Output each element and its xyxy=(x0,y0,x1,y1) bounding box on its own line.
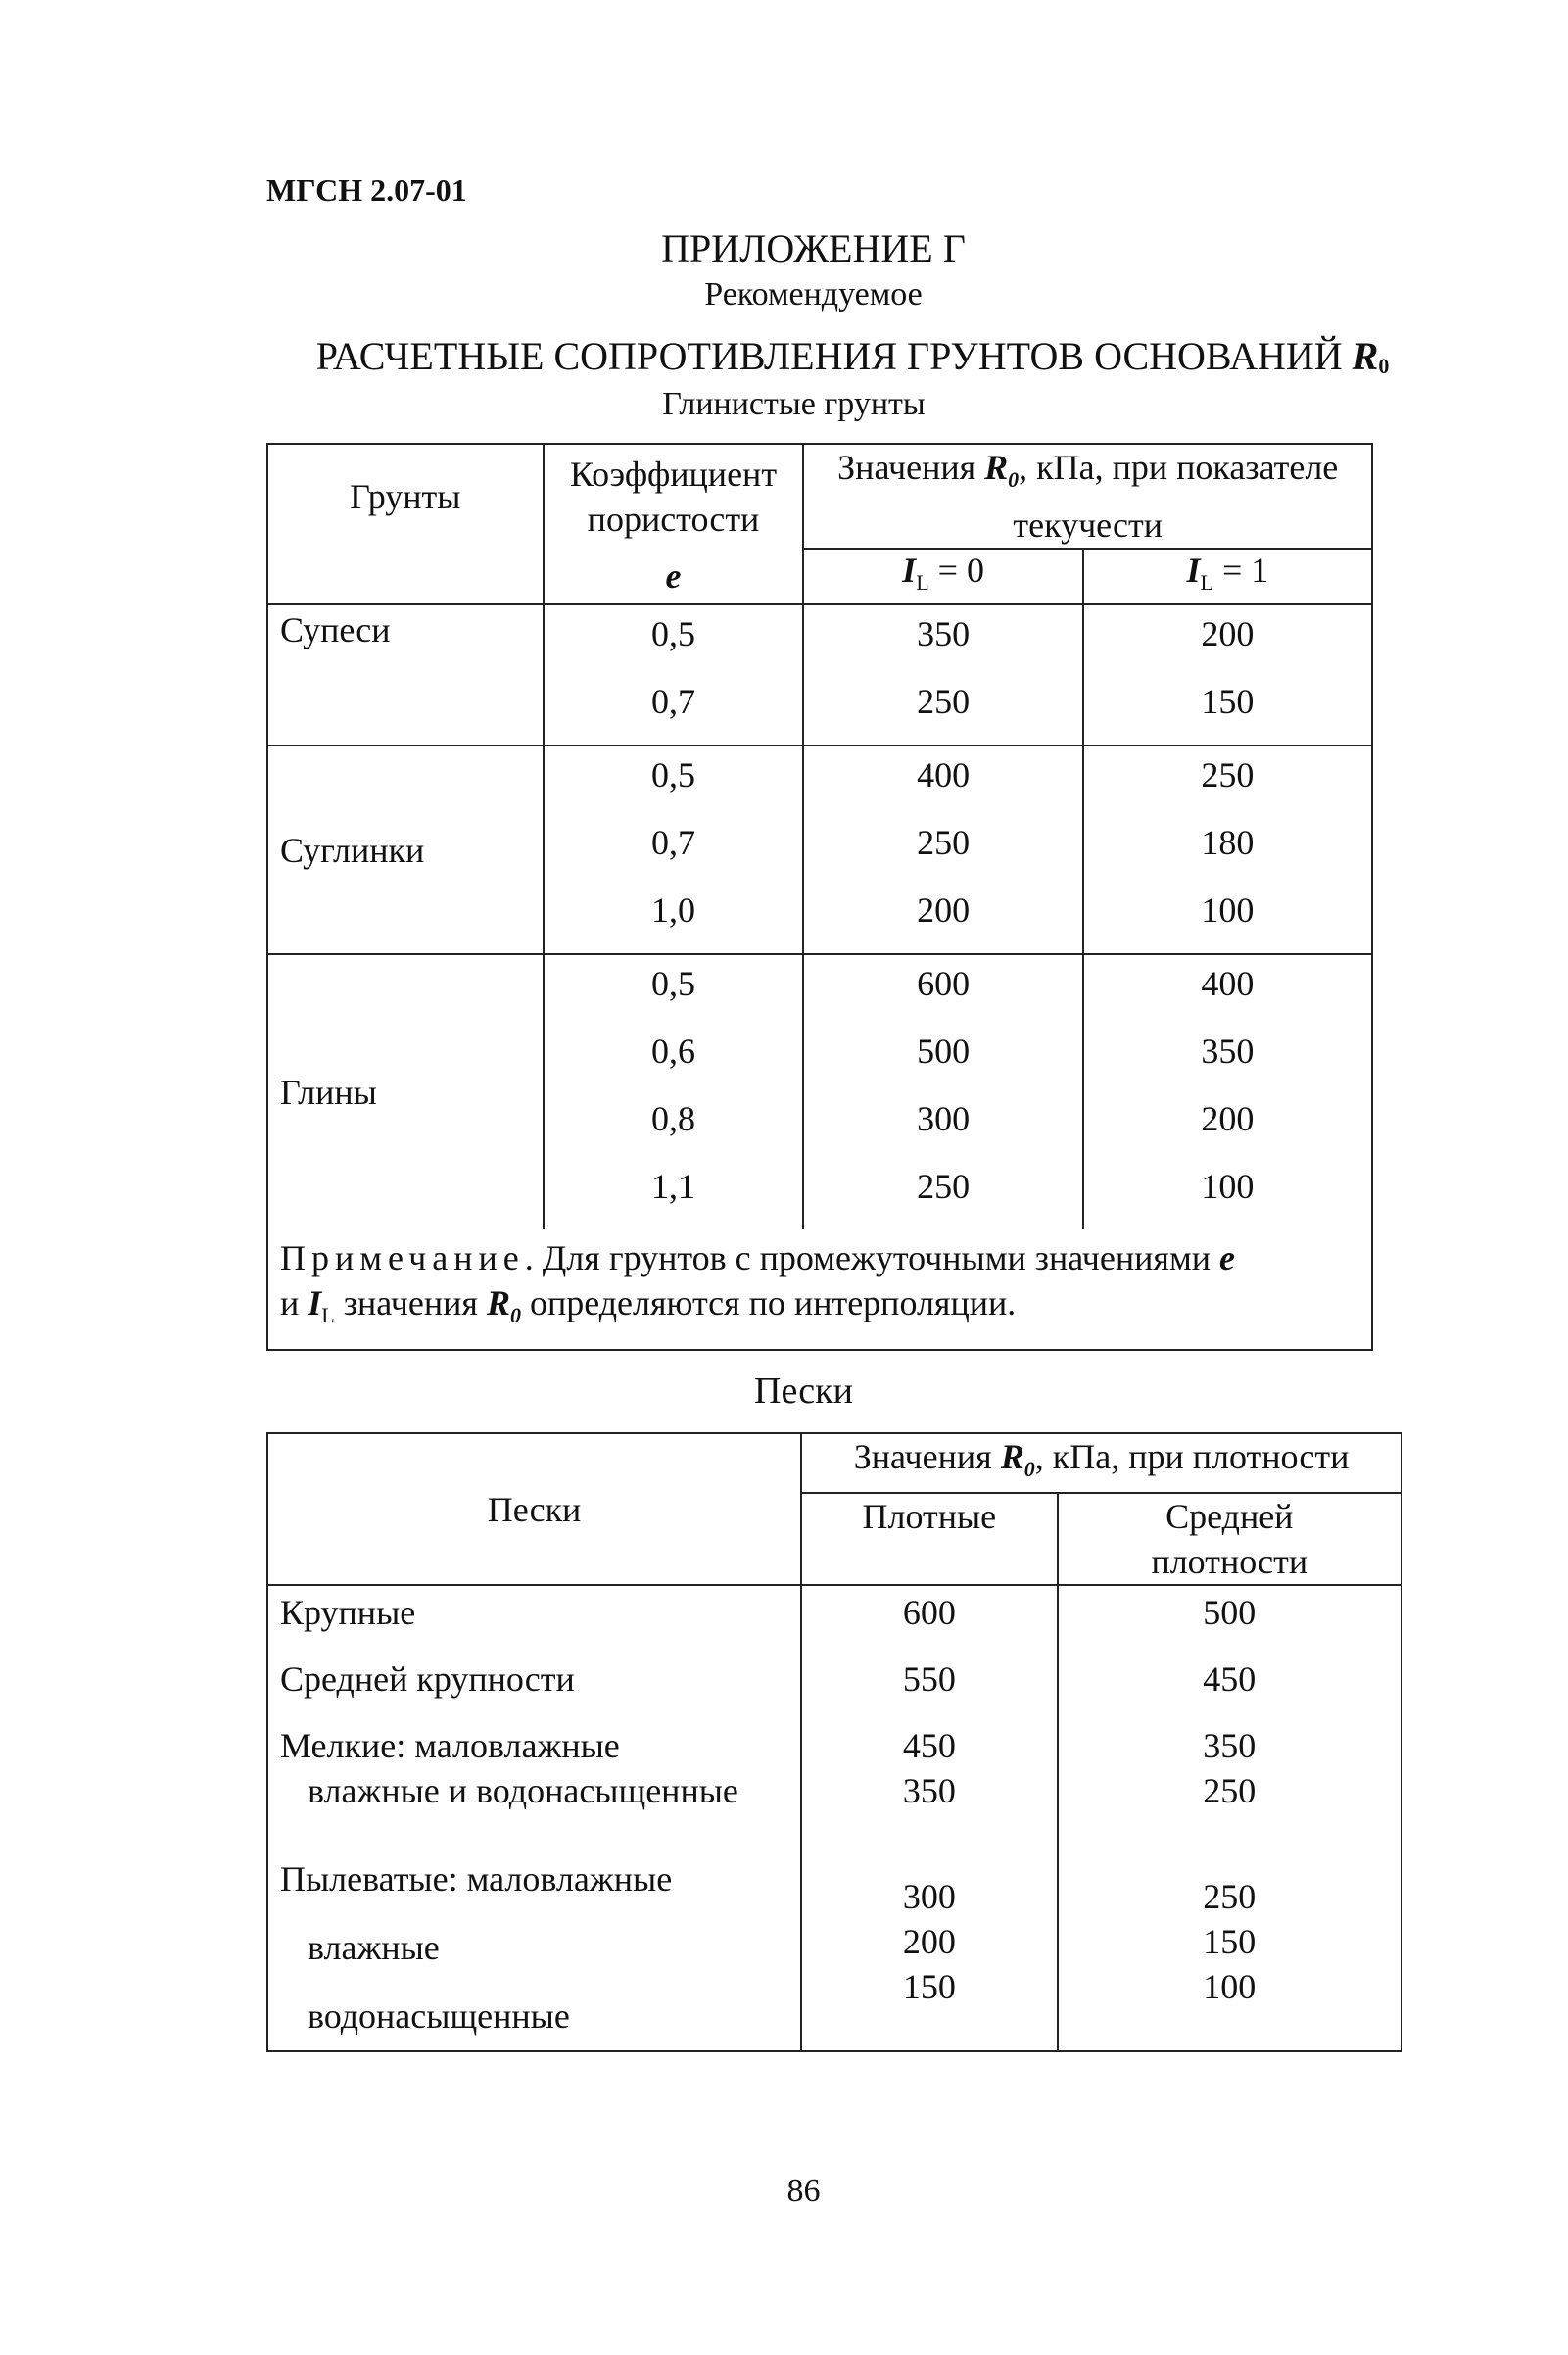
sands-subtitle: Пески xyxy=(754,1370,853,1412)
il0-value: 600 xyxy=(917,964,971,1004)
medium-values-cell xyxy=(1058,1585,1402,2051)
clay-header-row xyxy=(267,444,1372,549)
soil-name: Суглинки xyxy=(267,745,544,954)
note-text-1: . Для грунтов с промежуточными значениями xyxy=(524,1238,1219,1278)
symbol-il0 xyxy=(803,549,1082,604)
il1-value: 200 xyxy=(1201,1099,1255,1139)
porosity-cell xyxy=(544,745,804,954)
clay-note-row xyxy=(267,1229,1372,1349)
clay-symbol-row xyxy=(267,549,1372,604)
sand-name: Средней крупности xyxy=(280,1659,575,1700)
porosity-cell xyxy=(544,604,804,745)
il1-text: = 1 xyxy=(1212,551,1269,591)
sand-name: Крупные xyxy=(280,1593,416,1633)
medium-value: 150 xyxy=(1203,1922,1257,1962)
il0-value: 250 xyxy=(917,823,971,863)
main-title-subscript: 0 xyxy=(1378,354,1390,378)
note-text-2: и xyxy=(280,1283,309,1323)
porosity-value: 0,5 xyxy=(651,964,695,1004)
sand-name: влажные xyxy=(308,1928,440,1968)
dense-value: 150 xyxy=(902,1967,956,2007)
il0-value: 400 xyxy=(917,755,971,795)
header-dense: Плотные xyxy=(801,1493,1058,1585)
il0-symbol: I xyxy=(902,551,917,591)
soil-name: Супеси xyxy=(267,604,544,745)
table-row xyxy=(267,604,1372,745)
dense-values-cell xyxy=(801,1585,1058,2051)
header-sands: Пески xyxy=(267,1433,801,1585)
note-il: I xyxy=(308,1283,322,1323)
sand-header-a: Значения xyxy=(853,1437,1001,1476)
il0-value: 350 xyxy=(917,614,971,654)
note-text-4: определяются по интерполяции. xyxy=(520,1283,1017,1323)
porosity-value: 1,0 xyxy=(651,890,695,931)
dense-value: 300 xyxy=(902,1877,956,1917)
main-title-text: РАСЧЕТНЫЕ СОПРОТИВЛЕНИЯ ГРУНТОВ ОСНОВАНИЙ xyxy=(315,334,1353,378)
symbol-blank xyxy=(267,549,544,604)
porosity-value: 0,5 xyxy=(651,755,695,795)
document-code: МГСН 2.07-01 xyxy=(266,172,467,208)
sands-table xyxy=(266,1432,1402,2052)
il1-cell xyxy=(1083,954,1372,1229)
il0-value: 300 xyxy=(917,1099,971,1139)
appendix-status: Рекомендуемое xyxy=(704,276,923,312)
clay-soils-table xyxy=(266,443,1373,1351)
il0-value: 500 xyxy=(917,1032,971,1072)
sand-name: водонасыщенные xyxy=(308,1996,570,2037)
il0-value: 200 xyxy=(917,890,971,931)
header-medium xyxy=(1058,1493,1402,1585)
sand-header-sub: 0 xyxy=(1023,1457,1035,1482)
sand-names-cell xyxy=(267,1585,801,2051)
sand-header-row-1 xyxy=(267,1433,1402,1493)
il1-value: 100 xyxy=(1201,1167,1255,1207)
il0-cell xyxy=(803,745,1082,954)
soil-name: Глины xyxy=(267,954,544,1229)
header-porosity xyxy=(544,444,804,549)
dense-value: 350 xyxy=(902,1771,956,1811)
sand-header-b: , кПа, при плотности xyxy=(1034,1437,1350,1476)
il1-value: 350 xyxy=(1201,1032,1255,1072)
appendix-title: ПРИЛОЖЕНИЕ Г xyxy=(661,226,966,270)
il1-value: 250 xyxy=(1201,755,1255,795)
dense-value: 200 xyxy=(902,1922,956,1962)
il0-sub: L xyxy=(916,570,929,596)
medium-value: 100 xyxy=(1203,1967,1257,2007)
medium-value: 500 xyxy=(1203,1593,1257,1633)
sand-name: Пылеватые: маловлажные xyxy=(280,1859,673,1899)
table-row xyxy=(267,745,1372,954)
il1-cell xyxy=(1083,745,1372,954)
medium-value: 250 xyxy=(1203,1877,1257,1917)
porosity-value: 0,7 xyxy=(651,823,695,863)
header-values xyxy=(803,444,1372,549)
sand-name: влажные и водонасыщенные xyxy=(308,1771,738,1811)
porosity-value: 0,6 xyxy=(651,1032,695,1072)
symbol-e: e xyxy=(544,549,804,604)
note-il-sub: L xyxy=(321,1303,335,1328)
il1-value: 100 xyxy=(1201,890,1255,931)
note-label: Примечание xyxy=(280,1238,525,1278)
dense-value: 600 xyxy=(902,1593,956,1633)
porosity-value: 0,8 xyxy=(651,1099,695,1139)
note-e: e xyxy=(1219,1238,1235,1278)
il0-text: = 0 xyxy=(928,551,984,591)
table-row xyxy=(267,1585,1402,2051)
header-values-sub: 0 xyxy=(1008,467,1020,493)
il1-value: 200 xyxy=(1201,614,1255,654)
header-values-a: Значения xyxy=(837,448,985,487)
clay-soils-subtitle: Глинистые грунты xyxy=(662,386,926,422)
il1-value: 180 xyxy=(1201,823,1255,863)
il1-sub: L xyxy=(1200,570,1213,596)
sand-header-symbol: R xyxy=(1000,1437,1024,1476)
note-r-sub: 0 xyxy=(509,1303,521,1328)
medium-value: 250 xyxy=(1203,1771,1257,1811)
medium-value: 450 xyxy=(1203,1659,1257,1700)
sand-name: Мелкие: маловлажные xyxy=(280,1726,620,1766)
porosity-value: 1,1 xyxy=(651,1167,695,1207)
header-values-b: , кПа, при показателе текучести xyxy=(1013,448,1339,546)
porosity-value: 0,7 xyxy=(651,682,695,722)
il0-cell xyxy=(803,604,1082,745)
il1-value: 400 xyxy=(1201,964,1255,1004)
table-row xyxy=(267,954,1372,1229)
clay-note xyxy=(267,1229,1372,1349)
header-density-values xyxy=(801,1433,1402,1493)
il0-value: 250 xyxy=(917,682,971,722)
header-values-symbol: R xyxy=(984,448,1009,487)
porosity-cell xyxy=(544,954,804,1229)
medium-value: 350 xyxy=(1203,1726,1257,1766)
main-title-symbol: R xyxy=(1352,334,1379,378)
porosity-value: 0,5 xyxy=(651,614,695,654)
dense-value: 550 xyxy=(902,1659,956,1700)
header-soils: Грунты xyxy=(267,444,544,549)
dense-value: 450 xyxy=(902,1726,956,1766)
header-porosity-label: Коэффициент пористости xyxy=(569,455,778,540)
note-text-3: значения xyxy=(334,1283,487,1323)
il1-symbol: I xyxy=(1186,551,1201,591)
note-r: R xyxy=(486,1283,510,1323)
main-title xyxy=(69,333,1568,379)
il0-value: 250 xyxy=(917,1167,971,1207)
il1-value: 150 xyxy=(1201,682,1255,722)
il0-cell xyxy=(803,954,1082,1229)
symbol-il1 xyxy=(1083,549,1372,604)
page-number: 86 xyxy=(786,2173,821,2209)
header-medium-label: Средней плотности xyxy=(1151,1497,1308,1582)
il1-cell xyxy=(1083,604,1372,745)
